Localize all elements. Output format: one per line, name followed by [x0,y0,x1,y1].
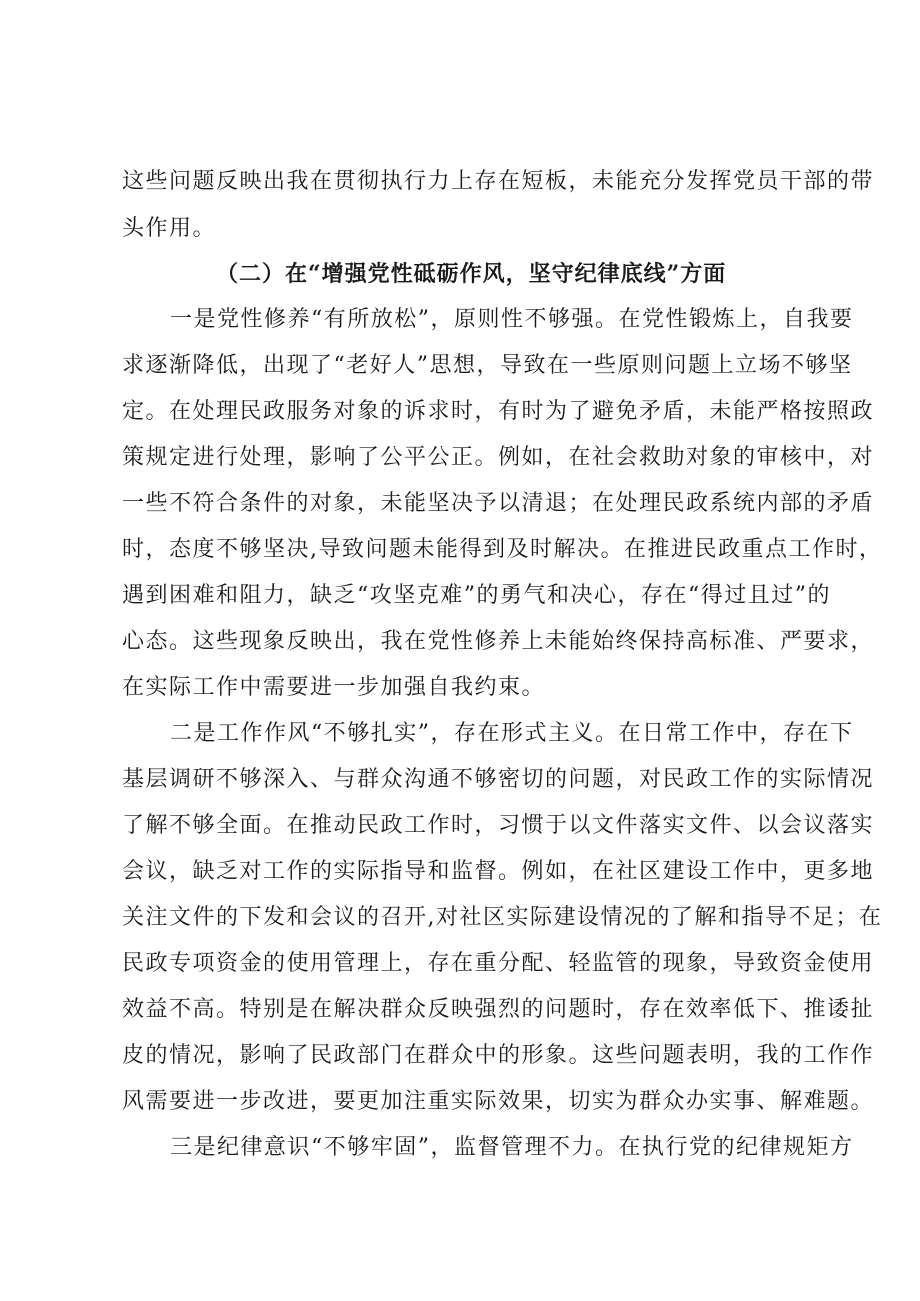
paragraph-line: 头作用。 [122,216,217,241]
paragraph-line: 一些不符合条件的对象，未能坚决予以清退；在处理民政系统内部的矛盾 [122,491,875,516]
paragraph-line: 了解不够全面。在推动民政工作时，习惯于以文件落实文件、以会议落实 [122,813,875,838]
paragraph-line: 定。在处理民政服务对象的诉求时，有时为了避免矛盾，未能严格按照政 [122,399,875,424]
paragraph-line: 会议，缺乏对工作的实际指导和监督。例如，在社区建设工作中，更多地 [122,859,875,884]
paragraph-line: 风需要进一步改进，要更加注重实际效果，切实为群众办实事、解难题。 [122,1089,875,1114]
paragraph-line: 这些问题反映出我在贯彻执行力上存在短板，未能充分发挥党员干部的带 [122,169,875,194]
paragraph-line: 关注文件的下发和会议的召开,对社区实际建设情况的了解和指导不足；在 [122,905,883,930]
paragraph-line: 在实际工作中需要进一步加强自我约束。 [122,675,546,700]
paragraph-line: 皮的情况，影响了民政部门在群众中的形象。这些问题表明，我的工作作 [122,1043,875,1068]
paragraph-line: 心态。这些现象反映出，我在党性修养上未能始终保持高标准、严要求， [122,629,875,654]
paragraph-line: 策规定进行处理，影响了公平公正。例如，在社会救助对象的审核中，对 [122,445,875,470]
paragraph-line: 求逐渐降低，出现了“老好人”思想，导致在一些原则问题上立场不够坚 [122,353,853,378]
paragraph-line: 基层调研不够深入、与群众沟通不够密切的问题，对民政工作的实际情况 [122,767,875,792]
paragraph-line: 一是党性修养“有所放松”，原则性不够强。在党性锻炼上，自我要 [170,307,854,332]
paragraph-line: 遇到困难和阻力，缺乏“攻坚克难”的勇气和决心，存在“得过且过”的 [122,583,831,608]
paragraph-line: 三是纪律意识“不够牢固”，监督管理不力。在执行党的纪律规矩方 [170,1135,854,1160]
paragraph-line: 效益不高。特别是在解决群众反映强烈的问题时，存在效率低下、推诿扯 [122,997,875,1022]
section-heading: （二）在“增强党性砥砺作风，坚守纪律底线”方面 [216,261,727,287]
paragraph-line: 二是工作作风“不够扎实”，存在形式主义。在日常工作中，存在下 [170,721,854,746]
paragraph-line: 民政专项资金的使用管理上，存在重分配、轻监管的现象，导致资金使用 [122,951,875,976]
paragraph-line: 时，态度不够坚决,导致问题未能得到及时解决。在推进民政重点工作时， [122,537,883,562]
